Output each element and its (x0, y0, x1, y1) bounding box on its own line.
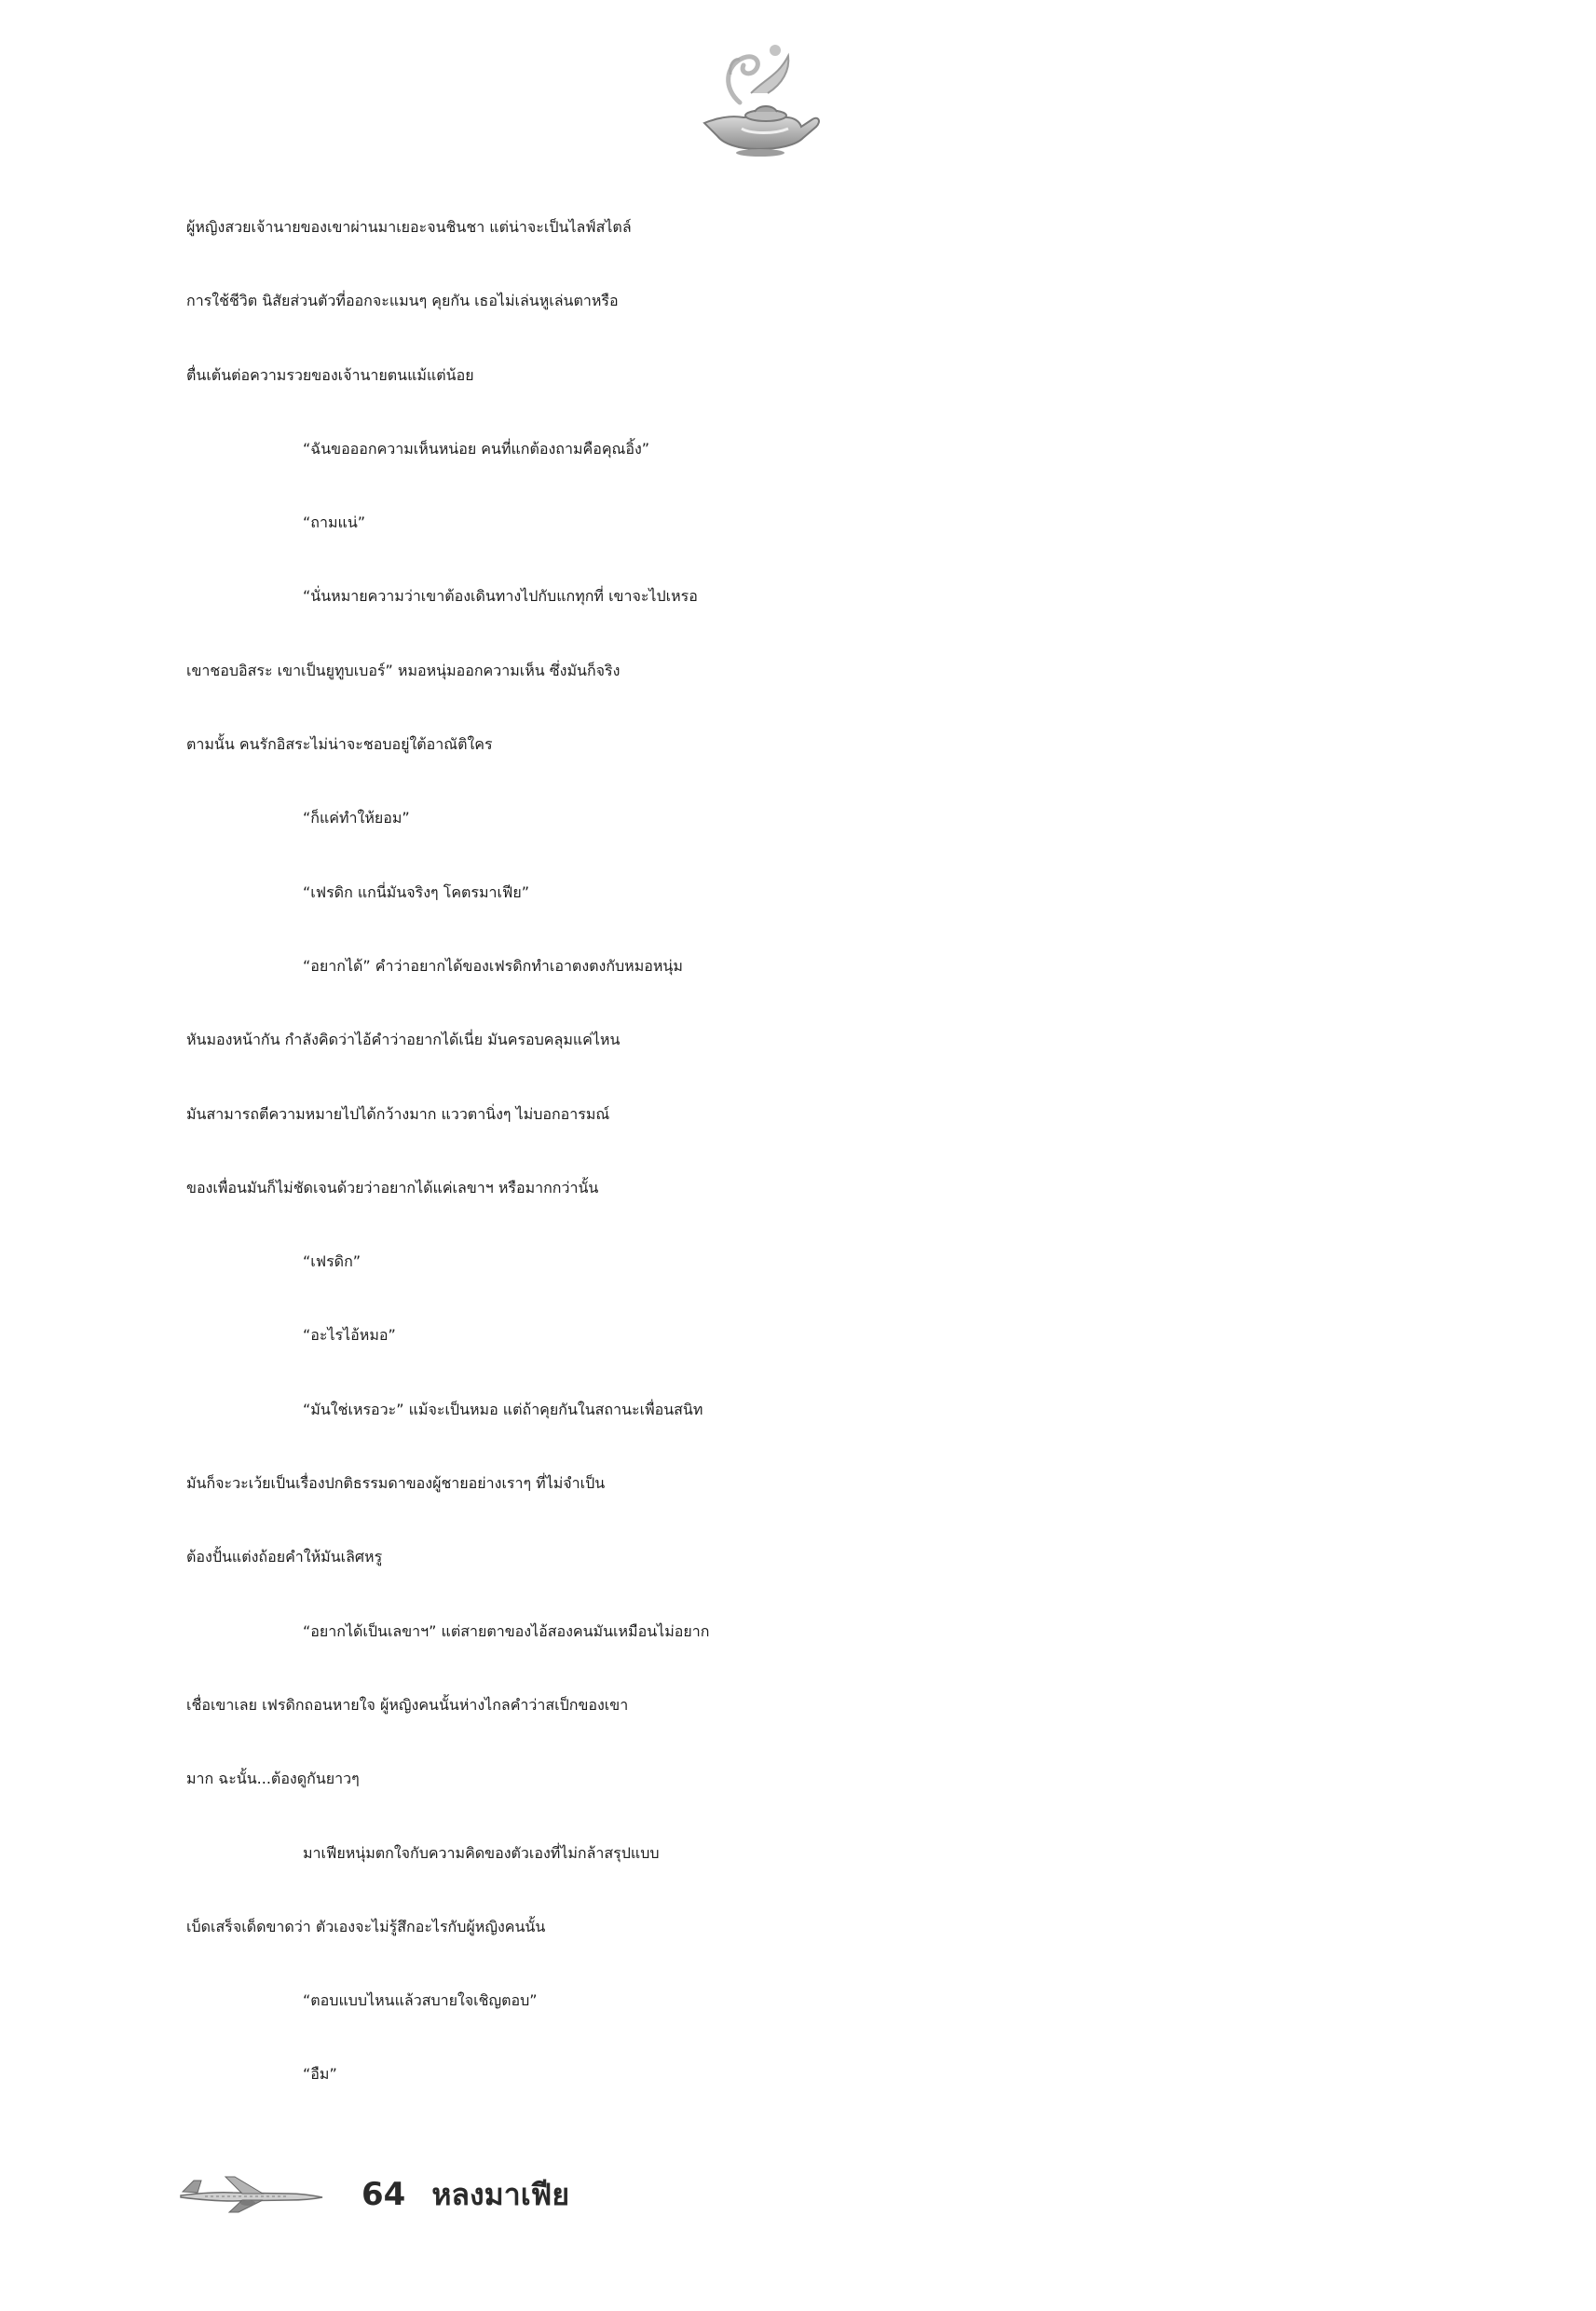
dialogue-line: “ตอบแบบไหนแล้วสบายใจเชิญตอบ” (303, 1991, 538, 2010)
text-line: การใช้ชีวิต นิสัยส่วนตัวที่ออกจะแมนๆ คุยกัน เธอไม่เล่นหูเล่นตาหรือ (186, 292, 619, 310)
book-title: หลงมาเฟีย (431, 2176, 570, 2212)
dialogue-line: “อยากได้” คำว่าอยากได้ของเฟรดิกทำเอาตงตงกับหมอหนุ่ม (303, 956, 683, 975)
dialogue-line: “มันใช่เหรอวะ” แม้จะเป็นหมอ แต่ถ้าคุยกันในสถานะเพื่อนสนิท (303, 1400, 703, 1418)
text-line: เชื่อเขาเลย เฟรดิกถอนหายใจ ผู้หญิงคนนั้นห่างไกลคำว่าสเป็กของเขา (186, 1695, 629, 1714)
text-line: เบ็ดเสร็จเด็ดขาดว่า ตัวเองจะไม่รู้สึกอะไรกับผู้หญิงคนนั้น (186, 1917, 546, 1935)
dialogue-line: “ฉันขอออกความเห็นหน่อย คนที่แกต้องถามคือคุณอิ้ง” (303, 439, 650, 458)
dialogue-line: “ถามแน่” (303, 513, 366, 532)
text-line: ตื่นเต้นต่อความรวยของเจ้านายตนแม้แต่น้อย (186, 365, 474, 384)
dialogue-line: “เฟรดิก” (303, 1252, 361, 1271)
dialogue-line: “อะไรไอ้หมอ” (303, 1326, 396, 1345)
text-line: ตามนั้น คนรักอิสระไม่น่าจะชอบอยู่ใต้อาณัติใคร (186, 735, 493, 754)
text-line: ผู้หญิงสวยเจ้านายของเขาผ่านมาเยอะจนชินชา แต่น่าจะเป็นไลฟ์สไตล์ (186, 218, 632, 236)
text-line: ของเพื่อนมันก็ไม่ชัดเจนด้วยว่าอยากได้แค่เลขาฯ หรือมากกว่านั้น (186, 1178, 599, 1197)
text-line: มันก็จะวะเว้ยเป็นเรื่องปกติธรรมดาของผู้ชายอย่างเราๆ ที่ไม่จำเป็น (186, 1474, 606, 1493)
text-line: ต้องปั้นแต่งถ้อยคำให้มันเลิศหรู (186, 1548, 383, 1566)
dialogue-line: “นั่นหมายความว่าเขาต้องเดินทางไปกับแกทุกที่ เขาจะไปเหรอ (303, 587, 698, 606)
airplane-icon (177, 2173, 326, 2216)
dialogue-line: “อยากได้เป็นเลขาฯ” แต่สายตาของไอ้สองคนมันเหมือนไม่อยาก (303, 1621, 710, 1640)
page-footer (177, 2167, 829, 2222)
paragraph-start-line: มาเฟียหนุ่มตกใจกับความคิดของตัวเองที่ไม่กล้าสรุปแบบ (303, 1843, 660, 1862)
text-line: หันมองหน้ากัน กำลังคิดว่าไอ้คำว่าอยากได้เนี่ย มันครอบคลุมแค่ไหน (186, 1031, 621, 1049)
dialogue-line: “ก็แค่ทำให้ยอม” (303, 809, 410, 827)
body-text (186, 216, 1332, 2138)
magic-lamp-icon (686, 37, 825, 158)
page-number: 64 (361, 2176, 406, 2213)
dialogue-line: “อืม” (303, 2065, 337, 2084)
dialogue-line: “เฟรดิก แกนี่มันจริงๆ โคตรมาเฟีย” (303, 882, 529, 901)
text-line: มาก ฉะนั้น...ต้องดูกันยาวๆ (186, 1770, 360, 1788)
text-line: มันสามารถตีความหมายไปได้กว้างมาก แววตานิ่งๆ ไม่บอกอารมณ์ (186, 1104, 610, 1123)
text-line: เขาชอบอิสระ เขาเป็นยูทูบเบอร์” หมอหนุ่มออกความเห็น ซึ่งมันก็จริง (186, 661, 621, 679)
